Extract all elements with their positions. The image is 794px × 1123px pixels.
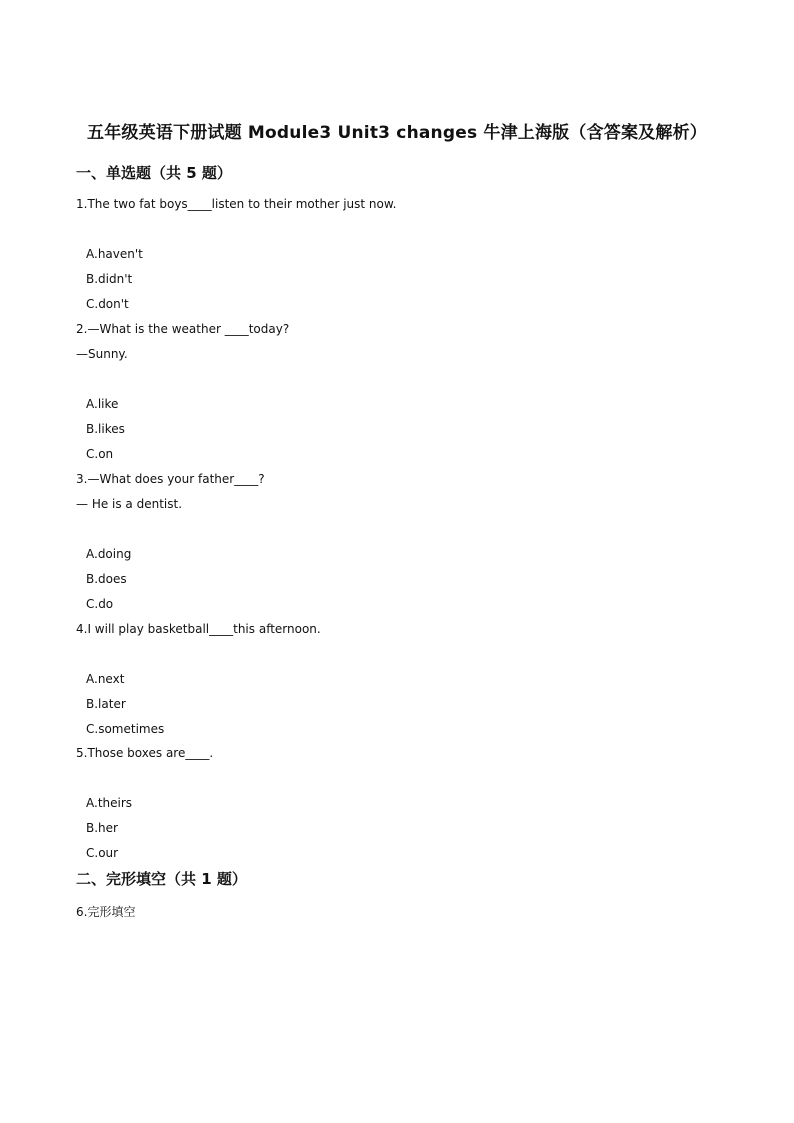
- document-title: 五年级英语下册试题 Module3 Unit3 changes 牛津上海版（含答案及解析）: [87, 123, 707, 143]
- question-3-option-c: C.do: [86, 597, 114, 611]
- question-2-option-c: C.on: [86, 447, 114, 461]
- question-6-text: 6.完形填空: [76, 905, 136, 919]
- question-3-text: 3.—What does your father____?: [76, 472, 265, 486]
- question-4-text: 4.I will play basketball____this afternoon.: [76, 622, 321, 636]
- question-4-option-a: A.next: [86, 672, 125, 686]
- question-1-option-c: C.don't: [86, 297, 129, 311]
- question-3-option-a: A.doing: [86, 547, 132, 561]
- question-2-option-b: B.likes: [86, 422, 125, 436]
- question-5-text: 5.Those boxes are____.: [76, 746, 214, 760]
- question-1-option-b: B.didn't: [86, 272, 133, 286]
- question-5-option-c: C.our: [86, 846, 119, 860]
- section-heading-single-choice: 一、单选题（共 5 题）: [76, 164, 232, 182]
- question-5-option-b: B.her: [86, 821, 118, 835]
- question-3-answer-line: — He is a dentist.: [76, 497, 183, 511]
- section-heading-cloze: 二、完形填空（共 1 题）: [76, 870, 247, 888]
- question-4-option-c: C.sometimes: [86, 722, 165, 736]
- question-5-option-a: A.theirs: [86, 796, 133, 810]
- question-1-text: 1.The two fat boys____listen to their mother just now.: [76, 197, 397, 211]
- question-2-answer-line: —Sunny.: [76, 347, 128, 361]
- question-2-option-a: A.like: [86, 397, 119, 411]
- question-1-option-a: A.haven't: [86, 247, 143, 261]
- question-2-text: 2.—What is the weather ____today?: [76, 322, 290, 336]
- question-3-option-b: B.does: [86, 572, 127, 586]
- question-4-option-b: B.later: [86, 697, 126, 711]
